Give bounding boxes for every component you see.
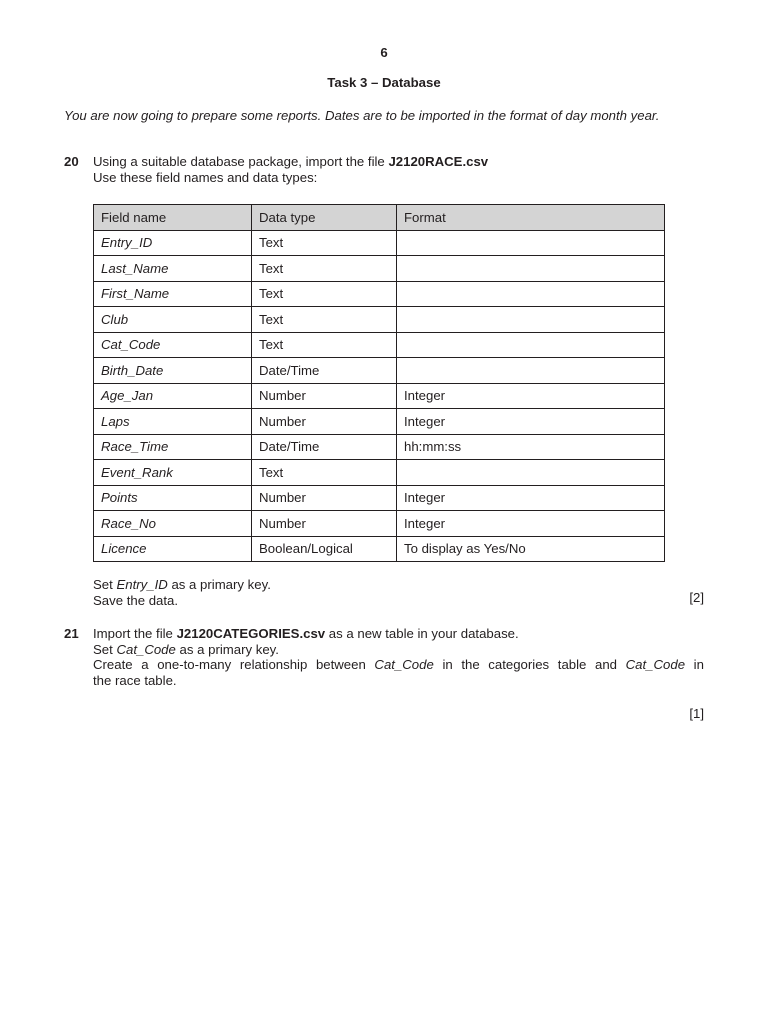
data-type-cell: Text xyxy=(252,460,397,486)
table-row xyxy=(94,409,665,435)
field-name-cell: Event_Rank xyxy=(94,460,252,486)
field-name-cell: Licence xyxy=(94,536,252,562)
line-word: table xyxy=(557,657,587,672)
format-cell xyxy=(397,358,665,384)
data-type-cell: Text xyxy=(252,256,397,282)
line-word: between xyxy=(315,657,366,672)
field-name-cell: Birth_Date xyxy=(94,358,252,384)
race-file-name: J2120RACE.csv xyxy=(388,154,489,169)
question-21-line-1: Import the file J2120CATEGORIES.csv as a new table in your database. xyxy=(93,626,519,641)
table-row xyxy=(94,383,665,409)
table-row xyxy=(94,256,665,282)
line-word: relationship xyxy=(239,657,308,672)
field-name-cell: Laps xyxy=(94,409,252,435)
data-type-cell: Number xyxy=(252,511,397,537)
field-name-cell: Race_Time xyxy=(94,434,252,460)
format-cell xyxy=(397,460,665,486)
question-20-primary-key-line: Set Entry_ID as a primary key. xyxy=(93,577,271,592)
format-cell xyxy=(397,332,665,358)
question-20-mark: [2] xyxy=(689,590,704,605)
table-row xyxy=(94,434,665,460)
question-21-line-3 xyxy=(93,657,704,672)
data-type-cell: Number xyxy=(252,409,397,435)
table-row xyxy=(94,332,665,358)
table-row xyxy=(94,536,665,562)
line-word: and xyxy=(595,657,618,672)
question-21-number: 21 xyxy=(64,626,79,641)
format-cell: Integer xyxy=(397,383,665,409)
line-word: in xyxy=(693,657,704,672)
format-cell xyxy=(397,256,665,282)
cat-code-field-ref: Cat_Code xyxy=(116,642,176,657)
table-row xyxy=(94,307,665,333)
data-type-cell: Date/Time xyxy=(252,434,397,460)
line-word: the xyxy=(461,657,480,672)
field-name-cell: Cat_Code xyxy=(94,332,252,358)
question-21-line-2: Set Cat_Code as a primary key. xyxy=(93,642,279,657)
field-name-cell: Last_Name xyxy=(94,256,252,282)
question-20-save-line: Save the data. xyxy=(93,593,179,608)
data-type-cell: Boolean/Logical xyxy=(252,536,397,562)
table-row xyxy=(94,230,665,256)
header-field-name: Field name xyxy=(94,205,252,231)
field-name-cell: Race_No xyxy=(94,511,252,537)
page-number: 6 xyxy=(380,45,388,60)
header-format: Format xyxy=(397,205,665,231)
data-type-cell: Text xyxy=(252,230,397,256)
line-word: in xyxy=(442,657,453,672)
question-20-number: 20 xyxy=(64,154,79,169)
data-type-cell: Number xyxy=(252,485,397,511)
categories-file-name: J2120CATEGORIES.csv xyxy=(176,626,326,641)
format-cell: Integer xyxy=(397,485,665,511)
format-cell: Integer xyxy=(397,409,665,435)
table-row xyxy=(94,460,665,486)
format-cell: Integer xyxy=(397,511,665,537)
format-cell xyxy=(397,230,665,256)
table-header-row xyxy=(94,205,665,231)
field-name-cell: First_Name xyxy=(94,281,252,307)
format-cell xyxy=(397,281,665,307)
line-word: Cat_Code xyxy=(625,657,686,672)
table-row xyxy=(94,485,665,511)
data-type-cell: Text xyxy=(252,281,397,307)
format-cell: hh:mm:ss xyxy=(397,434,665,460)
field-name-cell: Points xyxy=(94,485,252,511)
line-word: Cat_Code xyxy=(374,657,434,672)
line-word: categories xyxy=(488,657,550,672)
format-cell xyxy=(397,307,665,333)
field-name-cell: Club xyxy=(94,307,252,333)
question-20-line-2: Use these field names and data types: xyxy=(93,170,318,185)
task-title: Task 3 – Database xyxy=(327,75,441,90)
table-row xyxy=(94,358,665,384)
data-type-cell: Number xyxy=(252,383,397,409)
field-name-cell: Entry_ID xyxy=(94,230,252,256)
field-name-cell: Age_Jan xyxy=(94,383,252,409)
data-type-cell: Text xyxy=(252,332,397,358)
question-21-line-4: the race table. xyxy=(93,673,177,688)
question-21-mark: [1] xyxy=(689,706,704,721)
entry-id-field-ref: Entry_ID xyxy=(116,577,168,592)
header-data-type: Data type xyxy=(252,205,397,231)
format-cell: To display as Yes/No xyxy=(397,536,665,562)
line-word: one-to-many xyxy=(157,657,232,672)
intro-text: You are now going to prepare some reports. Dates are to be imported in the format of day month year. xyxy=(64,108,660,123)
data-type-cell: Text xyxy=(252,307,397,333)
data-type-cell: Date/Time xyxy=(252,358,397,384)
field-definitions-table xyxy=(93,204,665,562)
line-word: Create xyxy=(93,657,133,672)
line-word: a xyxy=(141,657,149,672)
table-row xyxy=(94,281,665,307)
question-20-line-1: Using a suitable database package, import the file J2120RACE.csv xyxy=(93,154,489,169)
table-row xyxy=(94,511,665,537)
